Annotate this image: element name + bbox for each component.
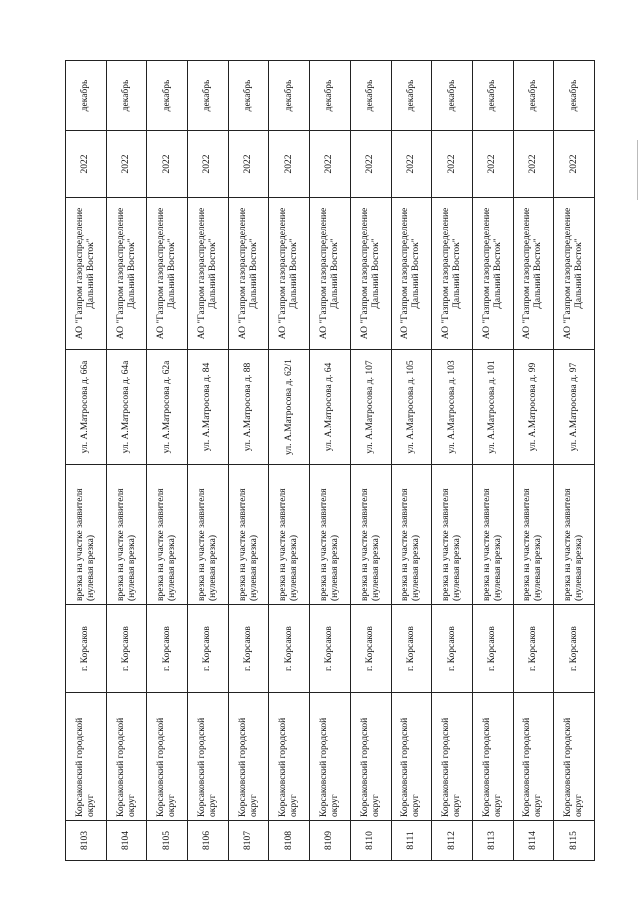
year-cell: 2022 — [310, 131, 351, 198]
row-number: 8111 — [391, 821, 432, 861]
district-cell: Корсаковский городской округ — [554, 693, 595, 821]
organization-cell: АО "Газпром газораспределение Дальний Восток" — [310, 198, 351, 350]
row-number: 8104 — [106, 821, 147, 861]
work-type-cell: врезка на участке заявителя (нулевая врезка) — [513, 465, 554, 605]
month-cell: декабрь — [106, 61, 147, 131]
work-type-cell: врезка на участке заявителя (нулевая врезка) — [472, 465, 513, 605]
district-cell: Корсаковский городской округ — [310, 693, 351, 821]
month-cell: декабрь — [350, 61, 391, 131]
organization-cell: АО "Газпром газораспределение Дальний Восток" — [147, 198, 188, 350]
address-cell: ул. А.Матросова д. 97 — [554, 350, 595, 465]
row-number: 8109 — [310, 821, 351, 861]
month-cell: декабрь — [188, 61, 229, 131]
work-type-cell: врезка на участке заявителя (нулевая врезка) — [432, 465, 473, 605]
work-type-cell: врезка на участке заявителя (нулевая врезка) — [391, 465, 432, 605]
table-row — [188, 61, 229, 861]
organization-cell: АО "Газпром газораспределение Дальний Восток" — [66, 198, 107, 350]
year-cell: 2022 — [350, 131, 391, 198]
month-cell: декабрь — [472, 61, 513, 131]
address-cell: ул. А.Матросова д. 101 — [472, 350, 513, 465]
work-type-cell: врезка на участке заявителя (нулевая врезка) — [554, 465, 595, 605]
address-cell: ул. А.Матросова д. 105 — [391, 350, 432, 465]
table-row — [66, 61, 107, 861]
organization-cell: АО "Газпром газораспределение Дальний Восток" — [269, 198, 310, 350]
year-cell: 2022 — [472, 131, 513, 198]
settlement-cell: г. Корсаков — [106, 605, 147, 693]
address-cell: ул. А.Матросова д. 103 — [432, 350, 473, 465]
row-number: 8105 — [147, 821, 188, 861]
month-cell: декабрь — [269, 61, 310, 131]
address-cell: ул. А.Матросова д. 66а — [66, 350, 107, 465]
settlement-cell: г. Корсаков — [188, 605, 229, 693]
table-row — [432, 61, 473, 861]
address-cell: ул. А.Матросова д. 62а — [147, 350, 188, 465]
organization-cell: АО "Газпром газораспределение Дальний Восток" — [106, 198, 147, 350]
district-cell: Корсаковский городской округ — [432, 693, 473, 821]
address-cell: ул. А.Матросова д. 62/1 — [269, 350, 310, 465]
scan-edge-mark — [637, 140, 638, 200]
district-cell: Корсаковский городской округ — [106, 693, 147, 821]
district-cell: Корсаковский городской округ — [66, 693, 107, 821]
table-row — [391, 61, 432, 861]
settlement-cell: г. Корсаков — [269, 605, 310, 693]
rotated-table-wrapper — [65, 61, 595, 861]
settlement-cell: г. Корсаков — [432, 605, 473, 693]
year-cell: 2022 — [66, 131, 107, 198]
table-row — [106, 61, 147, 861]
table-row — [554, 61, 595, 861]
settlement-cell: г. Корсаков — [391, 605, 432, 693]
organization-cell: АО "Газпром газораспределение Дальний Восток" — [188, 198, 229, 350]
year-cell: 2022 — [188, 131, 229, 198]
month-cell: декабрь — [228, 61, 269, 131]
month-cell: декабрь — [66, 61, 107, 131]
month-cell: декабрь — [391, 61, 432, 131]
work-type-cell: врезка на участке заявителя (нулевая врезка) — [228, 465, 269, 605]
organization-cell: АО "Газпром газораспределение Дальний Восток" — [554, 198, 595, 350]
gasification-table — [65, 60, 595, 861]
work-type-cell: врезка на участке заявителя (нулевая врезка) — [66, 465, 107, 605]
settlement-cell: г. Корсаков — [66, 605, 107, 693]
address-cell: ул. А.Матросова д. 64а — [106, 350, 147, 465]
row-number: 8107 — [228, 821, 269, 861]
organization-cell: АО "Газпром газораспределение Дальний Восток" — [513, 198, 554, 350]
settlement-cell: г. Корсаков — [310, 605, 351, 693]
table-row — [472, 61, 513, 861]
row-number: 8106 — [188, 821, 229, 861]
settlement-cell: г. Корсаков — [513, 605, 554, 693]
work-type-cell: врезка на участке заявителя (нулевая врезка) — [106, 465, 147, 605]
table-row — [228, 61, 269, 861]
row-number: 8110 — [350, 821, 391, 861]
district-cell: Корсаковский городской округ — [513, 693, 554, 821]
row-number: 8114 — [513, 821, 554, 861]
organization-cell: АО "Газпром газораспределение Дальний Восток" — [228, 198, 269, 350]
row-number: 8115 — [554, 821, 595, 861]
work-type-cell: врезка на участке заявителя (нулевая врезка) — [188, 465, 229, 605]
district-cell: Корсаковский городской округ — [391, 693, 432, 821]
district-cell: Корсаковский городской округ — [147, 693, 188, 821]
month-cell: декабрь — [147, 61, 188, 131]
district-cell: Корсаковский городской округ — [228, 693, 269, 821]
settlement-cell: г. Корсаков — [472, 605, 513, 693]
month-cell: декабрь — [513, 61, 554, 131]
year-cell: 2022 — [269, 131, 310, 198]
organization-cell: АО "Газпром газораспределение Дальний Восток" — [432, 198, 473, 350]
district-cell: Корсаковский городской округ — [350, 693, 391, 821]
row-number: 8113 — [472, 821, 513, 861]
table-row — [147, 61, 188, 861]
month-cell: декабрь — [432, 61, 473, 131]
month-cell: декабрь — [554, 61, 595, 131]
settlement-cell: г. Корсаков — [147, 605, 188, 693]
district-cell: Корсаковский городской округ — [472, 693, 513, 821]
address-cell: ул. А.Матросова д. 99 — [513, 350, 554, 465]
work-type-cell: врезка на участке заявителя (нулевая врезка) — [147, 465, 188, 605]
table-row — [350, 61, 391, 861]
work-type-cell: врезка на участке заявителя (нулевая врезка) — [350, 465, 391, 605]
address-cell: ул. А.Матросова д. 107 — [350, 350, 391, 465]
address-cell: ул. А.Матросова д. 64 — [310, 350, 351, 465]
work-type-cell: врезка на участке заявителя (нулевая врезка) — [269, 465, 310, 605]
organization-cell: АО "Газпром газораспределение Дальний Восток" — [472, 198, 513, 350]
table-body — [66, 61, 595, 861]
settlement-cell: г. Корсаков — [554, 605, 595, 693]
year-cell: 2022 — [513, 131, 554, 198]
row-number: 8112 — [432, 821, 473, 861]
work-type-cell: врезка на участке заявителя (нулевая врезка) — [310, 465, 351, 605]
year-cell: 2022 — [432, 131, 473, 198]
district-cell: Корсаковский городской округ — [269, 693, 310, 821]
year-cell: 2022 — [391, 131, 432, 198]
settlement-cell: г. Корсаков — [350, 605, 391, 693]
organization-cell: АО "Газпром газораспределение Дальний Восток" — [391, 198, 432, 350]
year-cell: 2022 — [147, 131, 188, 198]
district-cell: Корсаковский городской округ — [188, 693, 229, 821]
year-cell: 2022 — [554, 131, 595, 198]
address-cell: ул. А.Матросова д. 84 — [188, 350, 229, 465]
year-cell: 2022 — [228, 131, 269, 198]
month-cell: декабрь — [310, 61, 351, 131]
table-row — [269, 61, 310, 861]
year-cell: 2022 — [106, 131, 147, 198]
table-row — [310, 61, 351, 861]
row-number: 8103 — [66, 821, 107, 861]
row-number: 8108 — [269, 821, 310, 861]
table-row — [513, 61, 554, 861]
address-cell: ул. А.Матросова д. 88 — [228, 350, 269, 465]
organization-cell: АО "Газпром газораспределение Дальний Восток" — [350, 198, 391, 350]
settlement-cell: г. Корсаков — [228, 605, 269, 693]
